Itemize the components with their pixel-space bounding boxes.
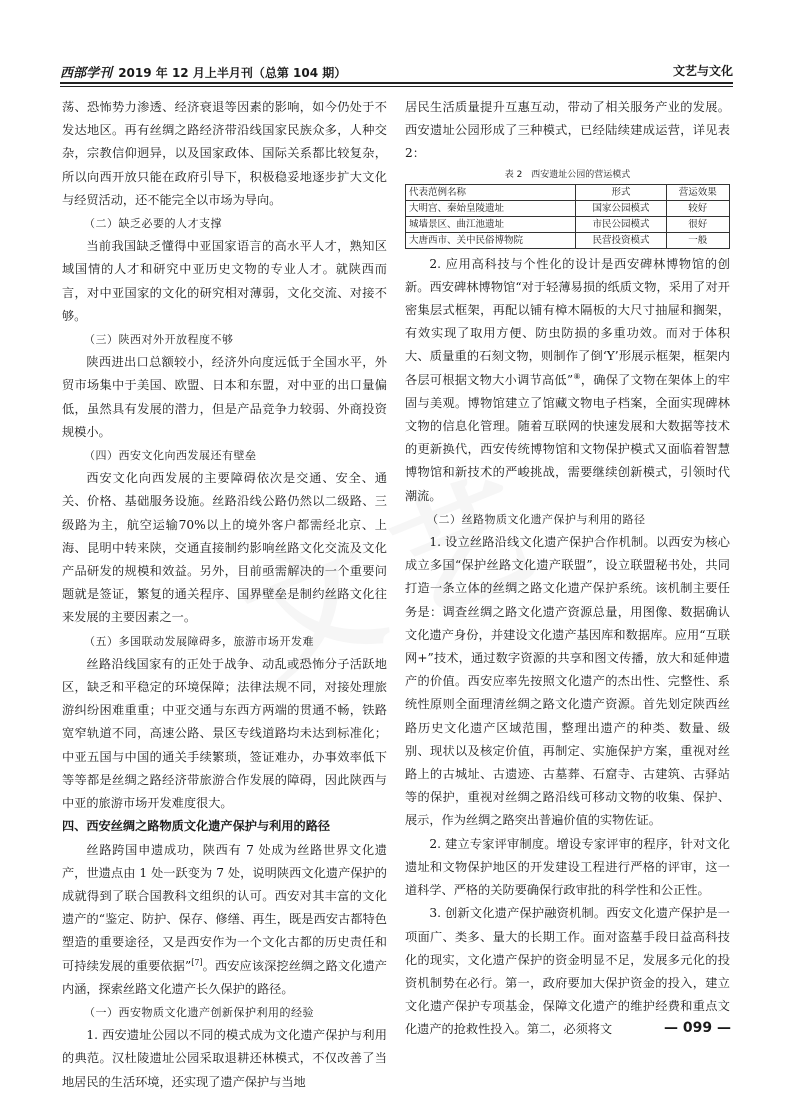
table-header-cell: 形式 (576, 184, 666, 200)
body-paragraph (405, 96, 730, 166)
table-header-cell: 代表范例名称 (406, 184, 576, 200)
paragraph-text: 陕西进出口总额较小，经济外向度远低于全国水平，外贸市场集中于美国、欧盟、日本和东盟，对中亚的出口量偏低，虽然具有发展的潜力，但是产品竞争力较弱、外商投资规模小。 (62, 355, 387, 439)
section-title: 文艺与文化 (672, 64, 733, 78)
paragraph-text: 当前我国缺乏懂得中亚国家语言的高水平人才，熟知区域国情的人才和研究中亚历史文物的专业人才。就陕西而言，对中亚国家的文化的研究相对薄弱，文化交流、对接不够。 (62, 239, 387, 323)
table-body (406, 200, 730, 248)
table-cell: 大唐西市、关中民俗博物院 (406, 232, 576, 248)
header-rule-thin (60, 86, 733, 87)
paragraph-text: 3. 创新文化遗产保护融资机制。西安文化遗产保护是一项面广、类多、量大的长期工作。面对盗墓手段日益高科技化的现实，文化遗产保护的资金明显不足，发展多元化的投资机制势在必行。第一，政府要加大保护资金的投入，建立文化遗产保护专项基金，保障文化遗产的维护经费和重点文化遗产的抢救性投入。第二，必须将文 (405, 906, 730, 1037)
body-paragraph (62, 235, 387, 328)
body-paragraph (405, 531, 730, 833)
operation-mode-table (405, 184, 730, 249)
table-cell: 民营投资模式 (576, 232, 666, 248)
paragraph-text: （三）陕西对外开放程度不够 (84, 333, 234, 347)
paragraph-text: （四）西安文化向西发展还有壁垒 (84, 449, 257, 463)
body-paragraph (405, 833, 730, 903)
subsection-heading (405, 508, 730, 531)
subsection-heading (62, 328, 387, 351)
subsection-heading (62, 1001, 387, 1024)
paragraph-text: 丝路沿线国家有的正处于战争、动乱或恐怖分子活跃地区，缺乏和平稳定的环境保障；法律法规不同，对接处理旅游纠纷困难重重；中亚交通与东西方两端的贯通不畅，铁路宽窄轨道不同，高速公路、景区专线道路均未达到标准化；中亚五国与中国的通关手续繁琐，签证难办，办事效率低下等等都是丝绸之路经济带旅游合作发展的障碍，因此陕西与中亚的旅游市场开发难度很大。 (62, 656, 387, 811)
table-cell: 城墙景区、曲江池遗址 (406, 216, 576, 232)
table-cell: 较好 (666, 200, 729, 216)
body-paragraph (62, 1024, 387, 1094)
right-column (405, 96, 730, 1042)
body-paragraph (62, 96, 387, 212)
table-cell: 很好 (666, 216, 729, 232)
body-paragraph (62, 839, 387, 1001)
right-column-intro (405, 96, 730, 166)
table-row (406, 200, 730, 216)
table-row (406, 232, 730, 248)
issue-info: 2019 年 12 月上半月刊（总第 104 期） (118, 66, 347, 80)
paragraph-text: （一）西安物质文化遗产创新保护利用的经验 (84, 1005, 314, 1019)
journal-masthead: 西部学刊 (60, 66, 113, 81)
journal-info (60, 62, 346, 81)
table-cell: 一般 (666, 232, 729, 248)
subsection-heading (62, 212, 387, 235)
page-number: — 099 — (664, 1020, 731, 1036)
body-paragraph (405, 253, 730, 508)
body-paragraph (62, 351, 387, 444)
table-row (406, 216, 730, 232)
table-header-row (406, 184, 730, 200)
right-column-body (405, 253, 730, 1042)
paragraph-text: 1. 西安遗址公园以不同的模式成为文化遗产保护与利用的典范。汉杜陵遗址公园采取退耕还林模式，不仅改善了当地居民的生活环境，还实现了遗产保护与当地 (62, 1028, 387, 1089)
paragraph-text: 荡、恐怖势力渗透、经济衰退等因素的影响，如今仍处于不发达地区。再有丝绸之路经济带沿线国家民族众多，人种交杂，宗教信仰迥异，以及国家政体、国际关系都比较复杂，所以向西开放只能在政府引导下，积极稳妥地逐步扩大文化与经贸活动，还不能完全以市场为导向。 (62, 100, 387, 207)
running-header (60, 58, 733, 84)
header-rule (60, 82, 733, 84)
paragraph-text: ，确保了文物在架体上的牢固与美观。博物馆建立了馆藏文物电子档案，全面实现碑林文物的信息化管理。随着互联网的快速发展和大数据等技术的更新换代，西安传统博物馆和文物保护模式又面临着智慧博物馆和新技术的严峻挑战，需要继续创新模式，引领时代潮流。 (405, 372, 730, 503)
paragraph-text: 。西安应该深挖丝绸之路文化遗产内涵，探索丝路文化遗产长久保护的路径。 (62, 958, 387, 996)
body-paragraph (62, 467, 387, 629)
table-header-cell: 营运效果 (666, 184, 729, 200)
subsection-heading (62, 630, 387, 653)
paragraph-text: （五）多国联动发展障碍多，旅游市场开发难 (84, 634, 314, 648)
citation-mark: ⑧ (573, 371, 581, 381)
body-paragraph (62, 653, 387, 815)
table-cell: 市民公园模式 (576, 216, 666, 232)
table-cell: 大明宫、秦始皇陵遗址 (406, 200, 576, 216)
paragraph-text: （二）缺乏必要的人才支撑 (84, 217, 222, 231)
citation-mark: [7] (191, 957, 203, 967)
subsection-heading (62, 444, 387, 467)
paragraph-text: 2. 建立专家评审制度。增设专家评审的程序，针对文化遗址和文物保护地区的开发建设工程进行严格的评审，这一道科学、严格的关防要确保行政审批的科学性和公正性。 (405, 836, 730, 898)
paragraph-text: 西安文化向西发展的主要障碍依次是交通、安全、通关、价格、基础服务设施。丝路沿线公路仍然以二级路、三级路为主，航空运输70%以上的境外客户都需经北京、上海、昆明中转来陕，交通直接制约影响丝路文化交流及文化产品研发的规模和效益。另外，目前亟需解决的一个重要问题就是签证，繁复的通关程序、国界壁垒是制约丝路文化往来发展的主要因素之一。 (62, 471, 387, 625)
paragraph-text: 四、西安丝绸之路物质文化遗产保护与利用的路径 (62, 819, 331, 834)
paragraph-text: 居民生活质量提升互惠互动，带动了相关服务产业的发展。西安遗址公园形成了三种模式，已经陆续建成运营，详见表 2： (405, 100, 730, 161)
table-cell: 国家公园模式 (576, 200, 666, 216)
table-caption: 表 2 西安遗址公园的营运模式 (504, 169, 631, 180)
section-heading (62, 815, 387, 838)
paragraph-text: （二）丝路物质文化遗产保护与利用的路径 (427, 512, 646, 526)
paragraph-text: 1. 设立丝路沿线文化遗产保护合作机制。以西安为核心成立多国“保护丝路文化遗产联盟”，设立联盟秘书处，共同打造一条立体的丝绸之路文化遗产保护系统。该机制主要任务是：调查丝绸之路文化遗产资源总量，用图像、数据确认文化遗产身份，并建设文化遗产基因库和数据库。应用“互联网+”技术，通过数字资源的共享和图文传播，放大和延伸遗产的价值。西安应率先按照文化遗产的杰出性、完整性、系统性原则全面理清丝绸之路文化遗产资源。首先划定陕西丝路历史文化遗产区域范围，整理出遗产的种类、数量、级别、现状以及核定价值，再制定、实施保护方案，重视对丝路上的古城址、古遗迹、古墓葬、石窟寺、古建筑、古驿站等的保护，重视对丝绸之路沿线可移动文物的收集、保护、展示，作为丝绸之路突出普遍价值的实物佐证。 (405, 535, 730, 828)
left-column (62, 96, 387, 1094)
paragraph-text: 丝路跨国申遗成功，陕西有 7 处成为丝路世界文化遗产，世遗点由 1 处一跃变为 7 处，说明陕西文化遗产保护的成就得到了联合国教科文组织的认可。西安对其丰富的文化遗产的“鉴定、防护、保存、修缮、再生，既是西安古都特色塑造的重要途径，又是西安作为一个文化古都的历史责任和可持续发展的重要依据” (62, 842, 387, 973)
paragraph-text: 2. 应用高科技与个性化的设计是西安碑林博物馆的创新。西安碑林博物馆“对于轻薄易损的纸质文物，采用了对开密集层式框架，再配以铺有樟木隔板的大尺寸抽屉和搁架，有效实现了取用方便、防虫防损的多重功效。而对于体积大、质量重的石刻文物，则制作了倒‘Y’形展示框架，框架内各层可根据文物大小调节高低” (405, 256, 730, 387)
